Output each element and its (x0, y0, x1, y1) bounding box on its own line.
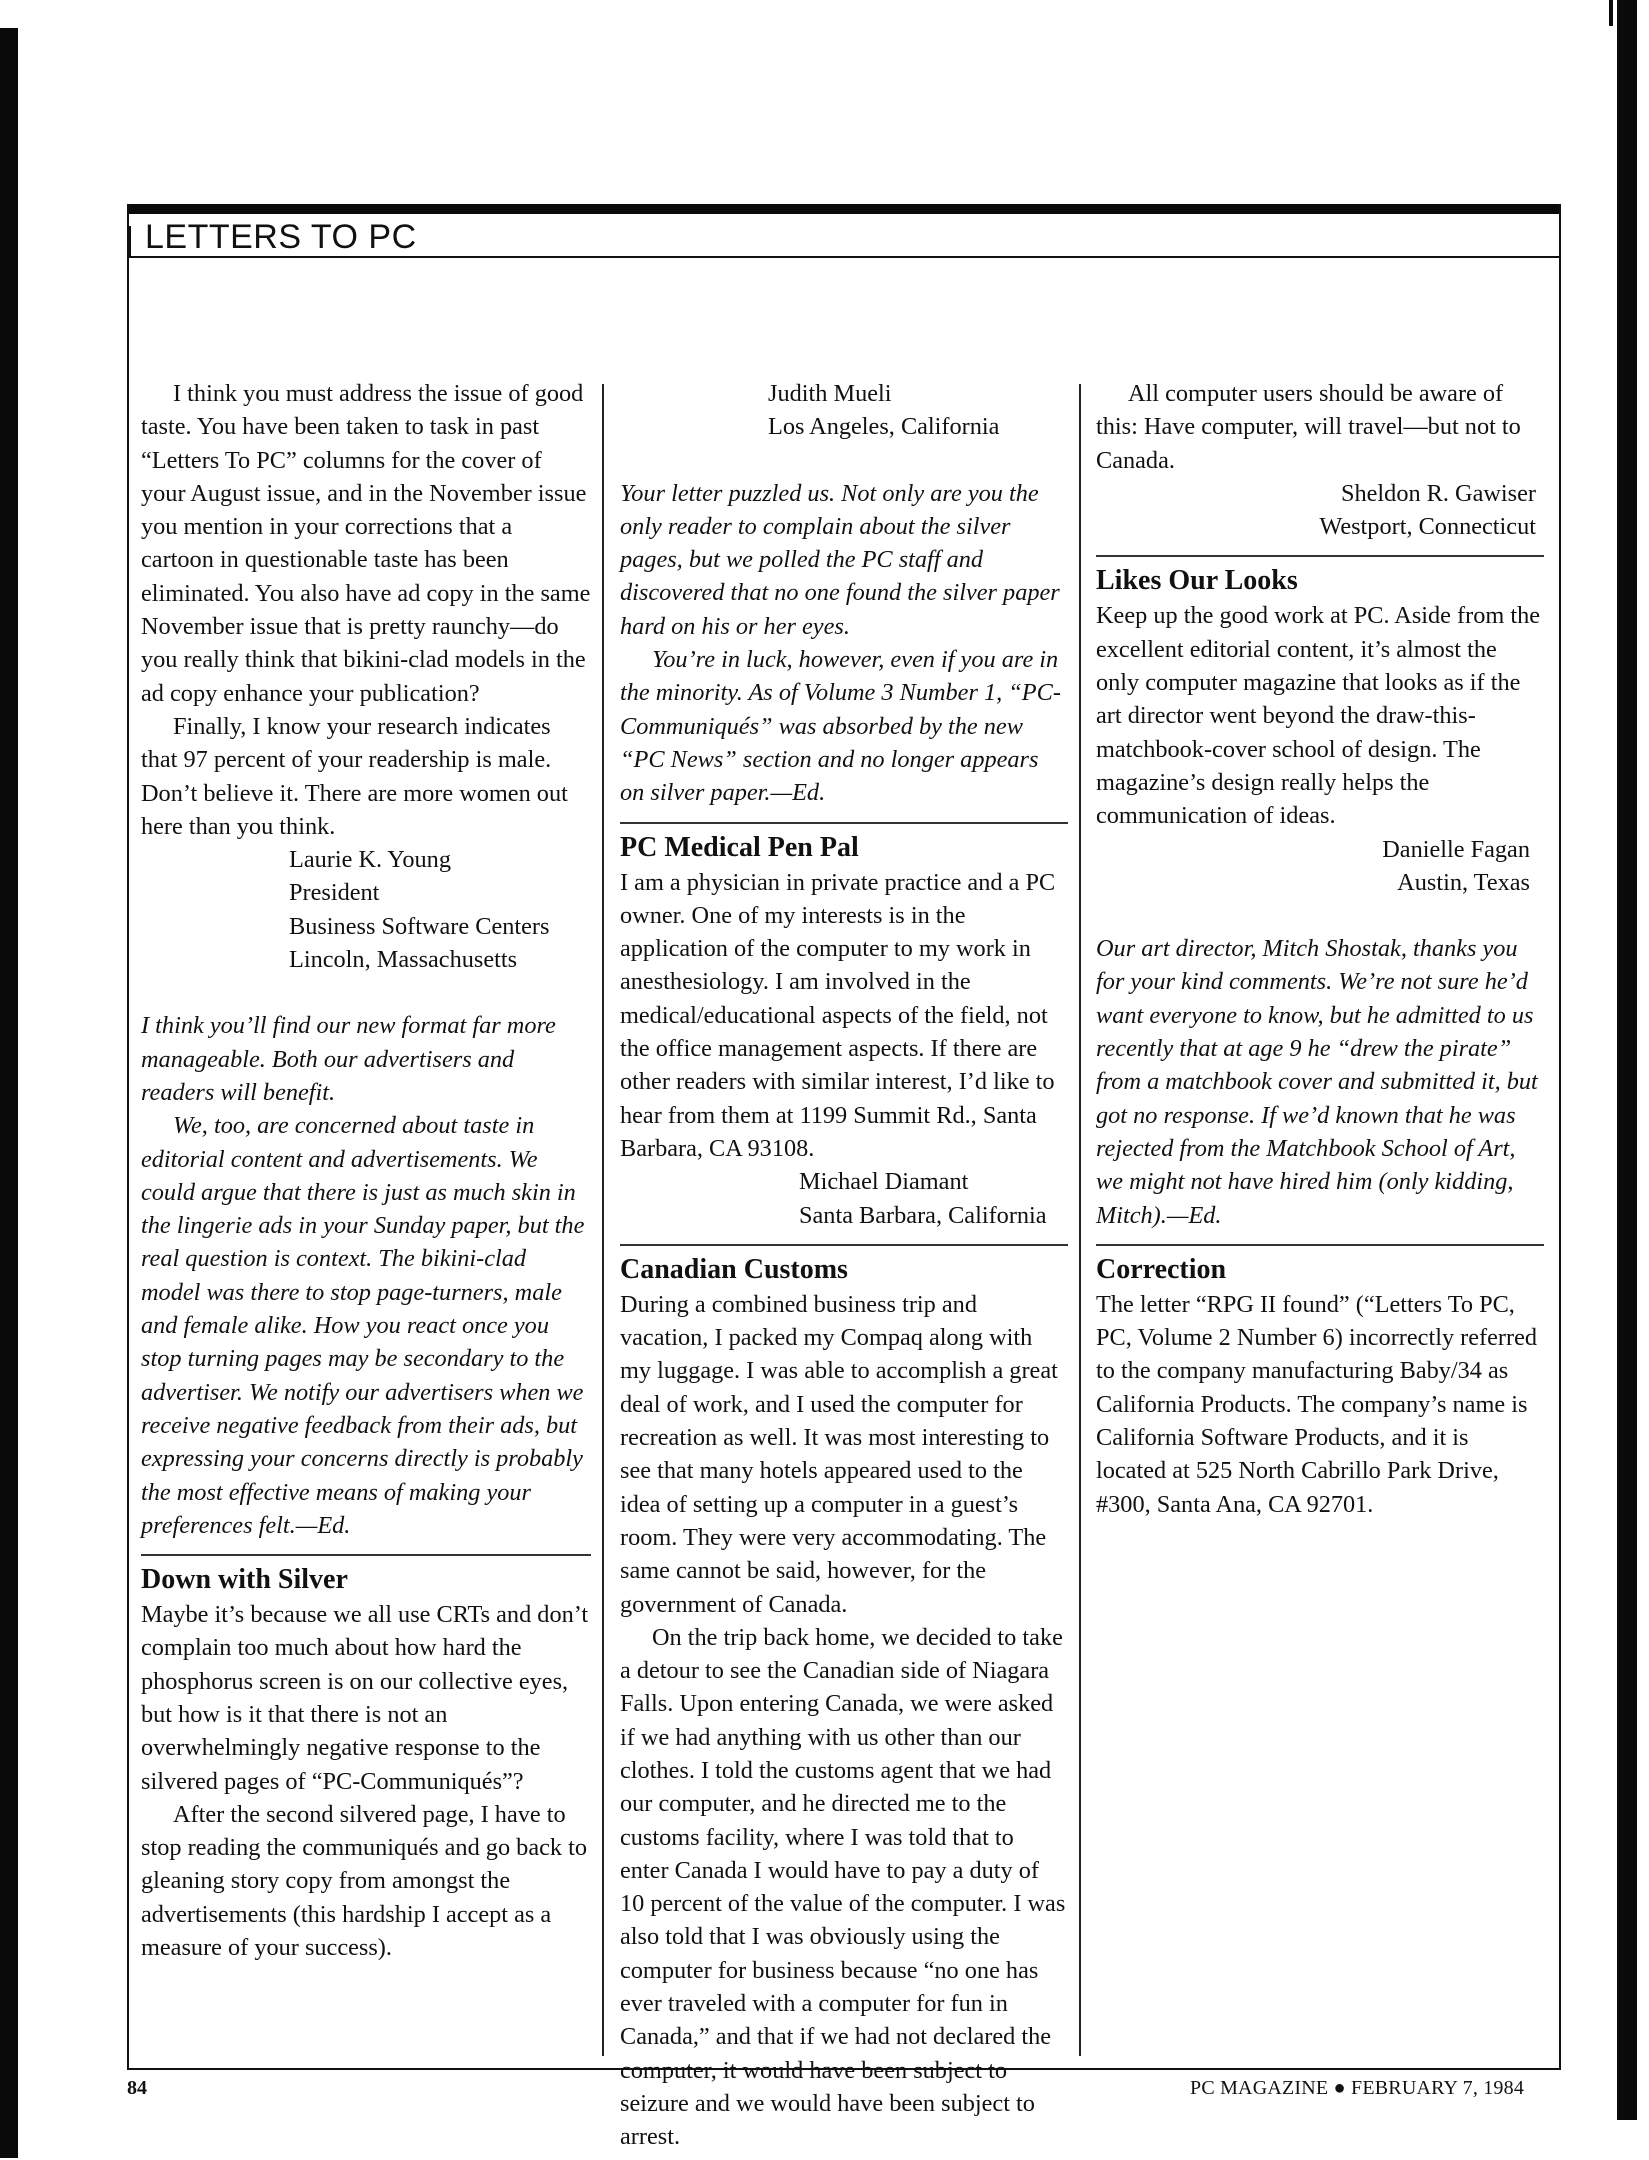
header-divider (129, 226, 131, 256)
column-rule (1079, 384, 1081, 2056)
letter-separator (1096, 1244, 1544, 1246)
editor-reply: You’re in luck, however, even if you are in the minority. As of Volume 3 Number 1, “PC-Communiqués” was absorbed by the new “PC News” section and no longer appears on silver paper.—Ed. (620, 646, 1061, 807)
signature-location: Westport, Connecticut (1319, 513, 1536, 541)
letter-heading: Correction (1096, 1253, 1227, 1285)
editor-reply: Our art director, Mitch Shostak, thanks you for your kind comments. We’re not sure he’d want everyone to know, but he admitted to us recently that at age 9 he “drew the pirate” from a matchbook cover and submitted it, but got no response. If we’d known that he was rejected from the Matchbook School of Art, we might not have hired him (only kidding, Mitch).—Ed. (1096, 935, 1538, 1229)
letter-paragraph: After the second silvered page, I have to stop reading the communiqués and go back to gleaning story copy from amongst the advertisements (this hardship I accept as a measure of your success). (141, 1800, 588, 1962)
page-number: 84 (127, 2077, 147, 2099)
header-bar (129, 204, 1559, 214)
letter-heading: Canadian Customs (620, 1253, 848, 1285)
letter-separator (620, 1244, 1068, 1246)
letter-heading: PC Medical Pen Pal (620, 831, 859, 863)
letter-paragraph: I am a physician in private practice and a PC owner. One of my interests is in the application of the computer to my work in anesthesiology. I am involved in the medical/educational aspects of the field, not the office management aspects. If there are other readers with similar interest, I’d like to hear from them at 1199 Summit Rd., Santa Barbara, CA 93108. (620, 868, 1056, 1162)
letter-separator (141, 1554, 591, 1556)
letter-paragraph: Maybe it’s because we all use CRTs and don’t complain too much about how hard the phosphorus screen is on our collective eyes, but how is it that there is not an overwhelmingly negative response to the silvered pages of “PC-Communiqués”? (141, 1601, 589, 1795)
letter-paragraph: All computer users should be aware of this: Have computer, will travel—but not to Canada. (1096, 380, 1521, 474)
letter-paragraph: On the trip back home, we decided to take a detour to see the Canadian side of Niagara Falls. Upon entering Canada, we were asked if we had anything with us other than our clothes. I told the customs agent that we had our computer, and he directed me to the customs facility, where I was told that to enter Canada I would have to pay a duty of 10 percent of the value of the computer. I was also told that I was obviously using the computer for business because “no one has ever traveled with a computer for fun in Canada,” and that if we had not declared the computer, it would have been subject to seizure and we would have been subject to arrest. (620, 1623, 1066, 2151)
column-rule (602, 384, 604, 2056)
signature-title: President (289, 879, 380, 907)
letter-heading: Down with Silver (141, 1564, 348, 1596)
signature-name: Laurie K. Young (289, 846, 451, 874)
editor-reply: Your letter puzzled us. Not only are you the only reader to complain about the silver pages, but we polled the PC staff and discovered that no one found the silver paper hard on his or her eyes. (620, 479, 1060, 640)
column-3 (1096, 377, 1544, 1521)
scan-edge-tick (1609, 0, 1613, 26)
signature-location: Austin, Texas (1397, 868, 1530, 896)
section-title: LETTERS TO PC (145, 218, 417, 256)
running-footer: PC MAGAZINE ● FEBRUARY 7, 1984 (1190, 2077, 1525, 2099)
letter-paragraph: During a combined business trip and vacation, I packed my Compaq along with my luggage. I was able to accomplish a great deal of work, and I used the computer for recreation as well. It was most interesting to see that many hotels appeared used to the idea of setting up a computer in a guest’s room. They were very accommodating. The same cannot be said, however, for the government of Canada. (620, 1290, 1058, 1618)
signature-company: Business Software Centers (289, 912, 550, 940)
signature-name: Michael Diamant (799, 1168, 969, 1196)
scan-edge-left (0, 28, 18, 2158)
signature-location: Los Angeles, California (768, 413, 1000, 441)
letter-paragraph: Finally, I know your research indicates that 97 percent of your readership is male. Don’t believe it. There are more women out here than you think. (141, 712, 568, 840)
signature-location: Santa Barbara, California (799, 1201, 1047, 1229)
letter-paragraph: Keep up the good work at PC. Aside from the excellent editorial content, it’s almost the only computer magazine that looks as if the art director went beyond the draw-this-matchbook-cover school of design. The magazine’s design really helps the communication of ideas. (1096, 602, 1541, 830)
column-2 (620, 377, 1068, 2154)
letter-separator (620, 822, 1068, 824)
signature-location: Lincoln, Massachusetts (289, 946, 518, 974)
correction-text: The letter “RPG II found” (“Letters To PC, PC, Volume 2 Number 6) incorrectly referred to the company manufacturing Baby/34 as California Products. The company’s name is California Software Products, and it is located at 525 North Cabrillo Park Drive, #300, Santa Ana, CA 92701. (1096, 1290, 1538, 1518)
scan-edge-right (1617, 0, 1637, 2120)
signature-name: Judith Mueli (768, 380, 892, 407)
signature-name: Danielle Fagan (1382, 835, 1530, 863)
editor-reply: I think you’ll find our new format far more manageable. Both our advertisers and readers will benefit. (141, 1012, 556, 1106)
editor-reply: We, too, are concerned about taste in editorial content and advertisements. We could argue that there is just as much skin in the lingerie ads in your Sunday paper, but the real question is context. The bikini-clad model was there to stop page-turners, male and female alike. How you react once you stop turning pages may be secondary to the advertiser. We notify our advertisers when we receive negative feedback from their ads, but expressing your concerns directly is probably the most effective means of making your preferences felt.—Ed. (141, 1112, 585, 1539)
letter-separator (1096, 555, 1544, 557)
letter-heading: Likes Our Looks (1096, 565, 1298, 597)
column-1 (141, 377, 591, 1964)
section-header (129, 214, 1559, 258)
letter-paragraph: I think you must address the issue of good taste. You have been taken to task in past “Letters To PC” columns for the cover of your August issue, and in the November issue you mention in your corrections that a cartoon in questionable taste has been eliminated. You also have ad copy in the same November issue that is pretty raunchy—do you really think that bikini-clad models in the ad copy enhance your publication? (141, 380, 591, 707)
signature-name: Sheldon R. Gawiser (1340, 479, 1536, 507)
